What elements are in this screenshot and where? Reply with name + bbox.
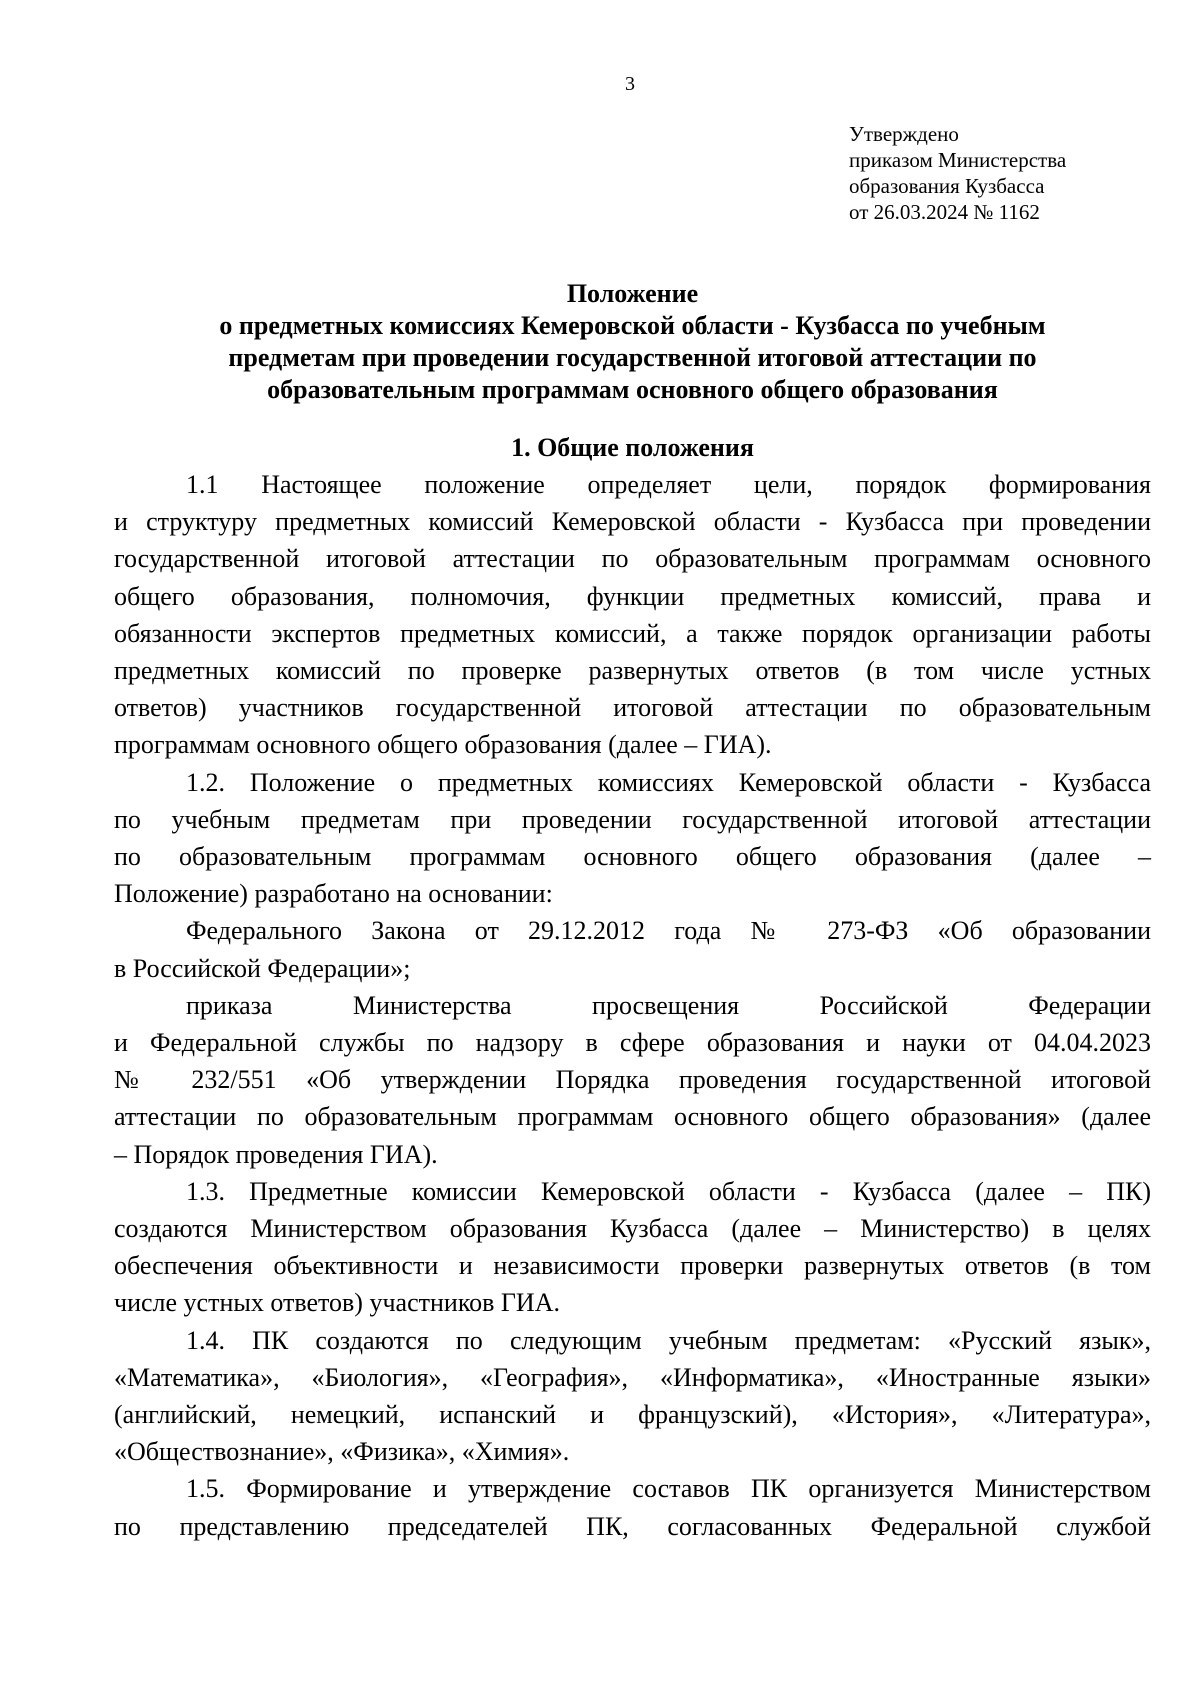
approval-line: Утверждено <box>849 122 959 146</box>
text-line: ответов) участников государственной итоговой аттестации по образовательным <box>114 693 1151 723</box>
paragraph-1-4 <box>114 1322 1151 1471</box>
text-line: в Российской Федерации»; <box>114 953 411 983</box>
paragraph-1-2 <box>114 764 1151 913</box>
text-line: 1.4. ПК создаются по следующим учебным предметам: «Русский язык», <box>186 1325 1151 1355</box>
title-line: Положение <box>566 279 699 308</box>
title-line: предметам при проведении государственной итоговой аттестации по <box>228 343 1037 372</box>
approval-line: приказом Министерства <box>849 148 1067 172</box>
paragraph-federal-law <box>114 912 1151 986</box>
text-line: 1.5. Формирование и утверждение составов ПК организуется Министерством <box>186 1474 1151 1504</box>
text-line: аттестации по образовательным программам основного общего образования» (далее <box>114 1102 1151 1132</box>
paragraph-1-1 <box>114 466 1151 764</box>
text-line: программам основного общего образования (далее – ГИА). <box>114 730 772 760</box>
text-line: 1.1 Настоящее положение определяет цели, порядок формирования <box>186 470 1151 499</box>
text-line: № 232/551 «Об утверждении Порядка проведения государственной итоговой <box>114 1065 1151 1095</box>
document-title <box>114 278 1151 406</box>
text-line: создаются Министерством образования Кузбасса (далее – Министерство) в целях <box>114 1214 1151 1244</box>
text-line: и структуру предметных комиссий Кемеровской области - Кузбасса при проведении <box>114 507 1151 537</box>
document-body <box>114 466 1151 1545</box>
approval-stamp <box>849 121 1169 225</box>
paragraph-1-3 <box>114 1173 1151 1322</box>
text-line: по представлению председателей ПК, согласованных Федеральной службой <box>114 1511 1151 1541</box>
text-line: 1.3. Предметные комиссии Кемеровской области - Кузбасса (далее – ПК) <box>186 1176 1151 1206</box>
text-line: государственной итоговой аттестации по образовательным программам основного <box>114 544 1151 574</box>
text-line: приказа Министерства просвещения Российской Федерации <box>186 990 1151 1020</box>
approval-line: образования Кузбасса <box>849 174 1045 198</box>
text-line: обязанности экспертов предметных комиссий, а также порядок организации работы <box>114 618 1151 648</box>
paragraph-ministry-order <box>114 987 1151 1173</box>
text-line: обеспечения объективности и независимости проверки развернутых ответов (в том <box>114 1251 1151 1281</box>
text-line: 1.2. Положение о предметных комиссиях Кемеровской области - Кузбасса <box>186 767 1151 797</box>
paragraph-1-5 <box>114 1470 1151 1544</box>
text-line: общего образования, полномочия, функции предметных комиссий, права и <box>114 581 1151 611</box>
section-heading: 1. Общие положения <box>511 433 754 462</box>
text-line: Положение) разработано на основании: <box>114 879 553 909</box>
text-line: Федерального Закона от 29.12.2012 года № 273-ФЗ «Об образовании <box>186 916 1151 946</box>
page-number: 3 <box>625 73 635 95</box>
text-line: и Федеральной службы по надзору в сфере образования и науки от 04.04.2023 <box>114 1028 1151 1058</box>
text-line: по учебным предметам при проведении государственной итоговой аттестации <box>114 804 1151 834</box>
title-line: образовательным программам основного общего образования <box>267 375 998 404</box>
text-line: – Порядок проведения ГИА). <box>114 1139 438 1169</box>
text-line: «Математика», «Биология», «География», «Информатика», «Иностранные языки» <box>114 1362 1151 1392</box>
approval-line: от 26.03.2024 № 1162 <box>849 200 1040 224</box>
text-line: (английский, немецкий, испанский и французский), «История», «Литература», <box>114 1400 1151 1430</box>
text-line: по образовательным программам основного общего образования (далее – <box>114 842 1151 872</box>
title-line: о предметных комиссиях Кемеровской области - Кузбасса по учебным <box>219 311 1046 340</box>
text-line: «Обществознание», «Физика», «Химия». <box>114 1437 570 1467</box>
text-line: числе устных ответов) участников ГИА. <box>114 1288 560 1318</box>
text-line: предметных комиссий по проверке развернутых ответов (в том числе устных <box>114 656 1151 686</box>
